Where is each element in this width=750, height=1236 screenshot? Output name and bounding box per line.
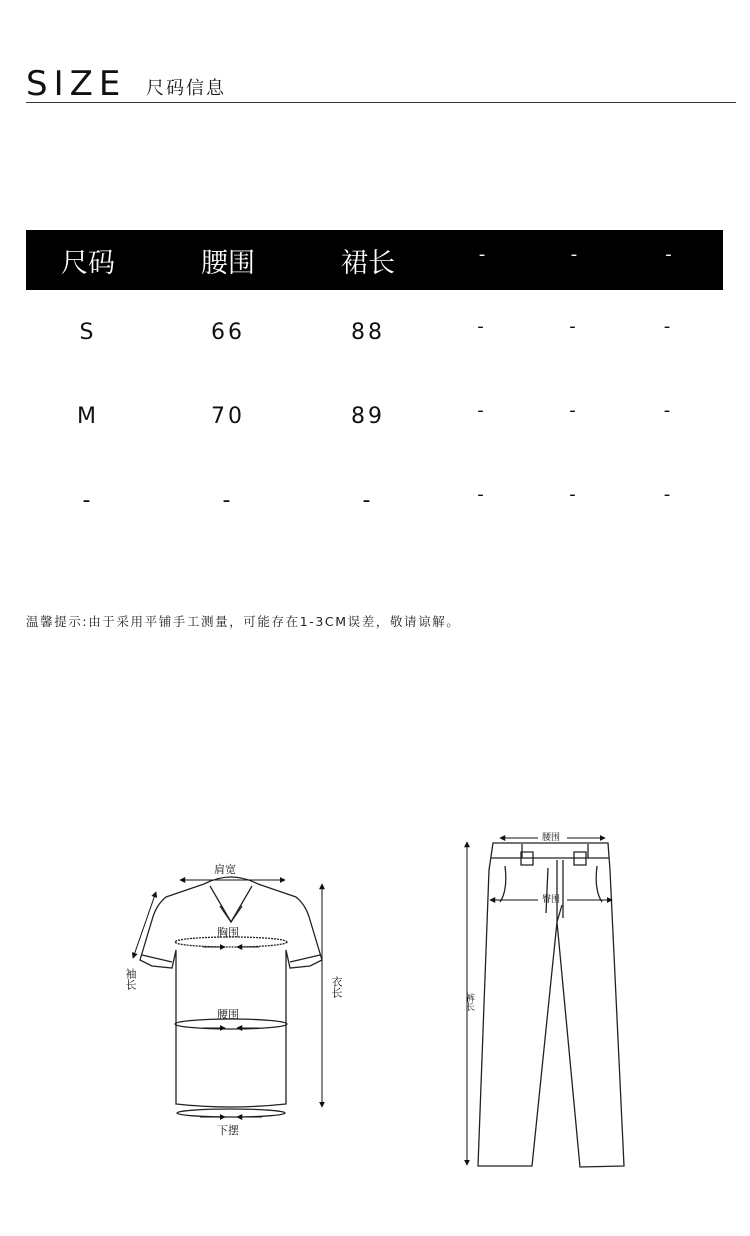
table-cell: - (477, 315, 487, 337)
table-cell: - (569, 399, 579, 421)
table-cell: - (477, 399, 487, 421)
table-cell: - (222, 487, 234, 513)
pants-length-label: 裤长 (464, 993, 474, 1011)
table-cell: - (82, 487, 94, 513)
table-cell: 66 (211, 319, 245, 345)
table-cell: 70 (211, 403, 245, 429)
column-header-empty: - (665, 243, 672, 265)
table-cell: - (663, 399, 674, 421)
table-cell: 88 (351, 319, 385, 345)
measurement-note: 温馨提示:由于采用平铺手工测量，可能存在1-3CM误差，敬请谅解。 (26, 614, 461, 629)
table-cell: 89 (351, 403, 385, 429)
shirt-hem-label: 下摆 (217, 1124, 239, 1137)
pants-hip-label: 臀围 (542, 895, 561, 905)
shirt-sleeve-label: 袖长 (124, 968, 137, 990)
shirt-shoulder-label: 肩宽 (214, 863, 236, 876)
column-header-size: 尺码 (61, 247, 115, 279)
column-header-empty: - (478, 243, 486, 265)
shirt-waist-label: 腰围 (217, 1008, 239, 1021)
header-title-en: SIZE (26, 64, 127, 104)
shirt-length-label: 衣长 (330, 976, 343, 998)
table-cell: - (569, 483, 579, 505)
column-header-waist: 腰围 (201, 247, 255, 279)
table-cell: - (663, 483, 674, 505)
table-cell: - (663, 315, 674, 337)
header-title-cn: 尺码信息 (146, 78, 226, 99)
shirt-outline (140, 877, 322, 1117)
pants-outline (478, 843, 624, 1167)
table-cell: S (79, 319, 97, 345)
column-header-empty: - (570, 243, 578, 265)
table-cell: - (362, 487, 374, 513)
table-cell: - (477, 483, 487, 505)
table-cell: - (569, 315, 579, 337)
column-header-skirt-length: 裙长 (341, 247, 395, 279)
table-cell: M (77, 403, 99, 429)
shirt-chest-label: 胸围 (217, 926, 239, 939)
pants-waist-label: 腰围 (542, 833, 561, 843)
